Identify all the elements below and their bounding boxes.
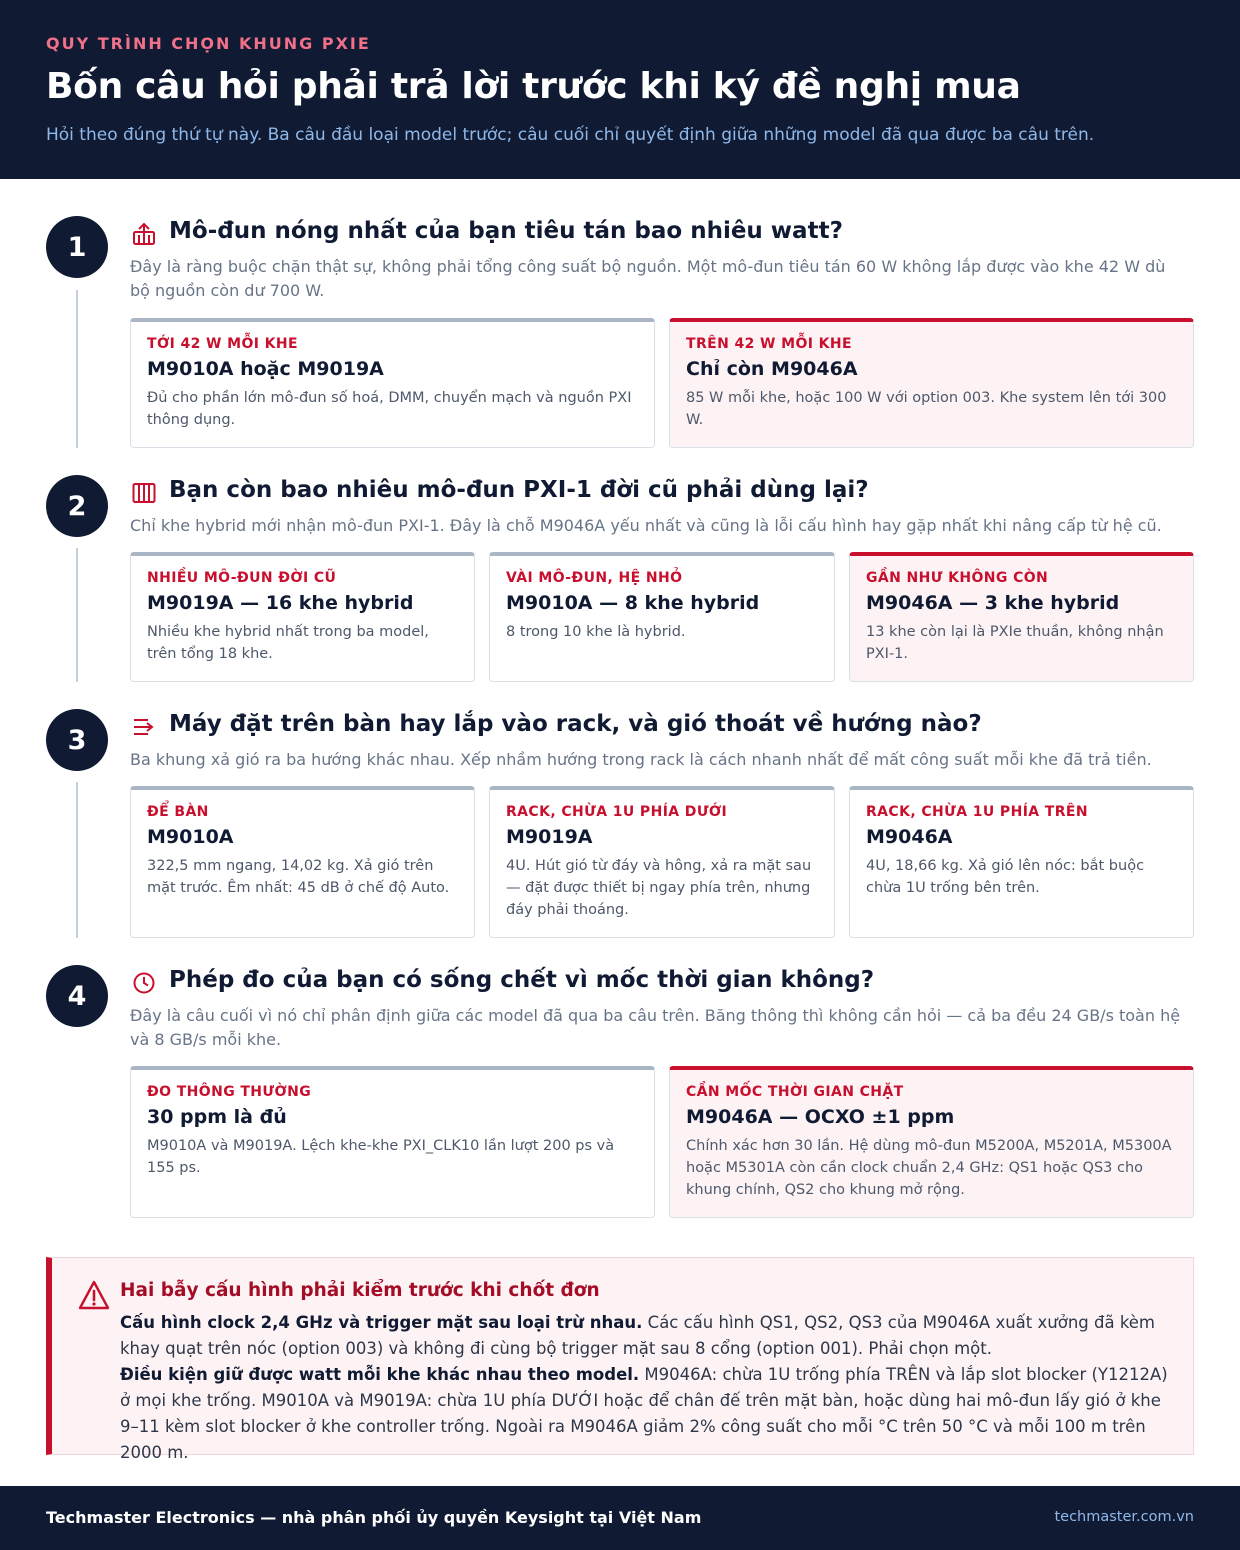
option-label: ĐO THÔNG THƯỜNG — [147, 1084, 312, 1100]
footer-company: Techmaster Electronics — nhà phân phối ủy quyền Keysight tại Việt Nam — [46, 1508, 702, 1527]
option-label: TRÊN 42 W MỖI KHE — [686, 336, 853, 352]
warning-item — [120, 1362, 1180, 1466]
question-title: Mô-đun nóng nhất của bạn tiêu tán bao nhiêu watt? — [169, 218, 843, 244]
option-description: Chính xác hơn 30 lần. Hệ dùng mô-đun M5200A, M5201A, M5300A hoặc M5301A còn cần clock chuẩn 2,4 GHz: QS1 hoặc QS3 cho khung chính, QS2 cho khung mở rộng. — [686, 1138, 1172, 1198]
warning-item — [120, 1310, 1180, 1362]
option-label: CẦN MỐC THỜI GIAN CHẶT — [686, 1084, 904, 1100]
page-header — [0, 0, 1240, 179]
option-card-highlighted — [669, 318, 1194, 448]
slots-icon — [132, 481, 156, 505]
option-card — [130, 1066, 655, 1218]
question-title: Máy đặt trên bàn hay lắp vào rack, và gió thoát về hướng nào? — [169, 711, 982, 737]
option-description: 85 W mỗi khe, hoặc 100 W với option 003. Khe system lên tới 300 W. — [686, 390, 1167, 428]
clock-icon — [132, 971, 156, 995]
question-number: 4 — [46, 965, 108, 1027]
step-connector — [76, 290, 78, 448]
option-description: M9010A và M9019A. Lệch khe-khe PXI_CLK10 lần lượt 200 ps và 155 ps. — [147, 1138, 615, 1176]
question-description: Chỉ khe hybrid mới nhận mô-đun PXI-1. Đây là chỗ M9046A yếu nhất và cũng là lỗi cấu hình hay gặp nhất khi nâng cấp từ hệ cũ. — [130, 516, 1162, 535]
warning-item-text: Các cấu hình QS1, QS2, QS3 của M9046A xuất xưởng đã kèm khay quạt trên nóc (option 003) và không đi cùng bộ trigger mặt sau 8 cổng (option 001). Phải chọn một. — [120, 1313, 1156, 1358]
option-label: RACK, CHỪA 1U PHÍA DƯỚI — [506, 804, 728, 820]
option-label: RACK, CHỪA 1U PHÍA TRÊN — [866, 804, 1089, 820]
warning-item-lead: Điều kiện giữ được watt mỗi khe khác nhau theo model. — [120, 1365, 640, 1384]
warning-title: Hai bẫy cấu hình phải kiểm trước khi chốt đơn — [120, 1280, 600, 1301]
option-title: 30 ppm là đủ — [147, 1106, 287, 1128]
option-description: 13 khe còn lại là PXIe thuần, không nhận PXI-1. — [866, 624, 1164, 662]
warning-item-text: M9046A: chừa 1U trống phía TRÊN và lắp slot blocker (Y1212A) ở mọi khe trống. M9010A và M9019A: chừa 1U phía DƯỚI hoặc để chân đế trên mặt bàn, hoặc dùng hai mô-đun lấy gió ở khe 9–11 kèm slot blocker ở khe controller trống. Ngoài ra M9046A giảm 2% công suất cho mỗi °C trên 50 °C và mỗi 100 m trên 2000 m. — [120, 1365, 1168, 1462]
option-title: M9019A — 16 khe hybrid — [147, 592, 414, 614]
question-number: 1 — [46, 216, 108, 278]
option-card — [489, 786, 835, 938]
option-title: M9046A — 3 khe hybrid — [866, 592, 1120, 614]
option-description: 4U, 18,66 kg. Xả gió lên nóc: bắt buộc chừa 1U trống bên trên. — [866, 858, 1145, 896]
airflow-icon — [132, 715, 156, 739]
footer-website-link[interactable]: techmaster.com.vn — [1054, 1509, 1194, 1525]
option-card — [849, 786, 1194, 938]
page-subtitle: Hỏi theo đúng thứ tự này. Ba câu đầu loại model trước; câu cuối chỉ quyết định giữa những model đã qua được ba câu trên. — [46, 125, 1095, 145]
question-title: Phép đo của bạn có sống chết vì mốc thời gian không? — [169, 967, 875, 993]
option-card — [130, 786, 475, 938]
option-description: Nhiều khe hybrid nhất trong ba model, trên tổng 18 khe. — [147, 624, 429, 662]
question-description: Đây là ràng buộc chặn thật sự, không phải tổng công suất bộ nguồn. Một mô-đun tiêu tán 60 W không lắp được vào khe 42 W dù bộ nguồn còn dư 700 W. — [130, 257, 1166, 300]
question-description: Ba khung xả gió ra ba hướng khác nhau. Xếp nhầm hướng trong rack là cách nhanh nhất để mất công suất mỗi khe đã trả tiền. — [130, 750, 1152, 769]
warning-box — [46, 1257, 1194, 1462]
module-upload-icon — [132, 222, 156, 246]
option-label: VÀI MÔ-ĐUN, HỆ NHỎ — [506, 570, 683, 586]
option-label: GẦN NHƯ KHÔNG CÒN — [866, 570, 1049, 586]
option-title: Chỉ còn M9046A — [686, 358, 858, 380]
warning-body — [120, 1310, 1180, 1466]
option-title: M9010A hoặc M9019A — [147, 358, 384, 380]
page-title: Bốn câu hỏi phải trả lời trước khi ký đề nghị mua — [46, 66, 1021, 107]
option-description: Đủ cho phần lớn mô-đun số hoá, DMM, chuyển mạch và nguồn PXI thông dụng. — [147, 390, 632, 428]
option-title: M9046A — [866, 826, 953, 848]
option-label: ĐỂ BÀN — [147, 804, 209, 820]
step-connector — [76, 548, 78, 682]
option-description: 8 trong 10 khe là hybrid. — [506, 624, 686, 640]
option-title: M9046A — OCXO ±1 ppm — [686, 1106, 955, 1128]
question-title: Bạn còn bao nhiêu mô-đun PXI-1 đời cũ phải dùng lại? — [169, 477, 869, 503]
warning-item-lead: Cấu hình clock 2,4 GHz và trigger mặt sau loại trừ nhau. — [120, 1313, 643, 1332]
option-title: M9019A — [506, 826, 593, 848]
option-card-highlighted — [849, 552, 1194, 682]
option-title: M9010A — [147, 826, 234, 848]
option-title: M9010A — 8 khe hybrid — [506, 592, 760, 614]
option-card — [130, 318, 655, 448]
header-kicker: QUY TRÌNH CHỌN KHUNG PXIE — [46, 34, 371, 53]
option-description: 4U. Hút gió từ đáy và hông, xả ra mặt sau — đặt được thiết bị ngay phía trên, nhưng đáy phải thoáng. — [506, 858, 812, 918]
question-number: 2 — [46, 475, 108, 537]
option-card-highlighted — [669, 1066, 1194, 1218]
question-description: Đây là câu cuối vì nó chỉ phân định giữa các model đã qua ba câu trên. Băng thông thì không cần hỏi — cả ba đều 24 GB/s toàn hệ và 8 GB/s mỗi khe. — [130, 1006, 1181, 1049]
option-description: 322,5 mm ngang, 14,02 kg. Xả gió trên mặt trước. Êm nhất: 45 dB ở chế độ Auto. — [147, 858, 450, 896]
option-label: NHIỀU MÔ-ĐUN ĐỜI CŨ — [147, 570, 337, 586]
option-label: TỚI 42 W MỖI KHE — [147, 336, 298, 352]
option-card — [130, 552, 475, 682]
page-footer — [0, 1486, 1240, 1550]
option-card — [489, 552, 835, 682]
warning-icon — [78, 1280, 110, 1310]
question-number: 3 — [46, 709, 108, 771]
step-connector — [76, 782, 78, 938]
